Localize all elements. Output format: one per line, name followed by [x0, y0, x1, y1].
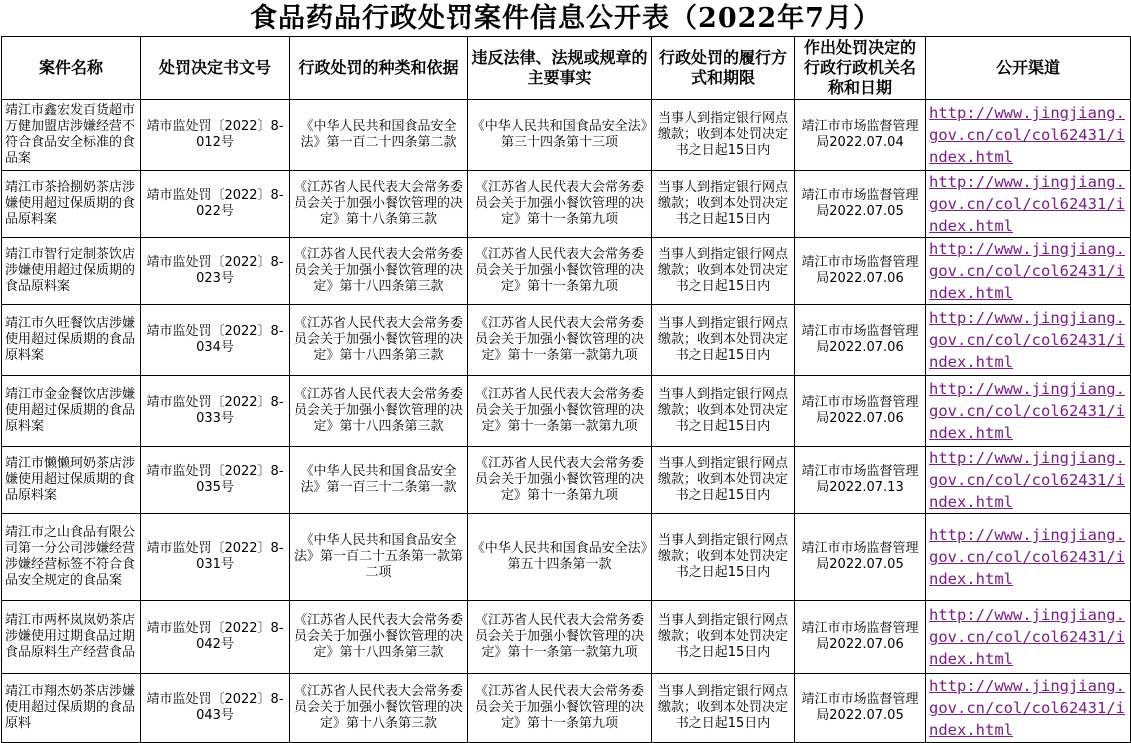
table-row	[2, 674, 1131, 743]
performance: 当事人到指定银行网点缴款；收到本处罚决定书之日起15日内	[652, 100, 795, 171]
main-facts: 《江苏省人民代表大会常务委员会关于加强小餐饮管理的决定》第十一条第九项	[468, 171, 652, 238]
performance: 当事人到指定银行网点缴款；收到本处罚决定书之日起15日内	[652, 376, 795, 447]
authority-date: 靖江市市场监督管理局2022.07.06	[795, 305, 926, 376]
header-authority-date: 作出处罚决定的行政行政机关名称和日期	[795, 37, 926, 100]
doc-number: 靖市监处罚〔2022〕8-031号	[141, 514, 290, 601]
channel-cell	[926, 447, 1131, 514]
case-name: 靖江市茶拾捌奶茶店涉嫌使用超过保质期的食品原料案	[2, 171, 141, 238]
channel-cell	[926, 305, 1131, 376]
penalty-basis: 《江苏省人民代表大会常务委员会关于加强小餐饮管理的决定》第十八四条第三款	[290, 376, 468, 447]
case-name: 靖江市智行定制茶饮店涉嫌使用超过保质期的食品原料案	[2, 238, 141, 305]
case-name: 靖江市久旺餐饮店涉嫌使用超过保质期的食品原料案	[2, 305, 141, 376]
channel-cell	[926, 514, 1131, 601]
penalty-basis: 《中华人民共和国食品安全法》第一百三十二条第一款	[290, 447, 468, 514]
doc-number: 靖市监处罚〔2022〕8-022号	[141, 171, 290, 238]
header-doc-number: 处罚决定书文号	[141, 37, 290, 100]
header-row	[2, 37, 1131, 100]
channel-cell	[926, 376, 1131, 447]
doc-number: 靖市监处罚〔2022〕8-035号	[141, 447, 290, 514]
table-row	[2, 238, 1131, 305]
channel-cell	[926, 238, 1131, 305]
authority-date: 靖江市市场监督管理局2022.07.06	[795, 376, 926, 447]
channel-link[interactable]: http://www.jingjiang.gov.cn/col/col62431/index.html	[929, 309, 1125, 371]
table-row	[2, 100, 1131, 171]
main-facts: 《江苏省人民代表大会常务委员会关于加强小餐饮管理的决定》第十一条第一款第九项	[468, 601, 652, 674]
case-name: 靖江市之山食品有限公司第一分公司涉嫌经营涉嫌经营标签不符合食品安全规定的食品案	[2, 514, 141, 601]
main-facts: 《江苏省人民代表大会常务委员会关于加强小餐饮管理的决定》第十一条第一款第九项	[468, 305, 652, 376]
doc-number: 靖市监处罚〔2022〕8-042号	[141, 601, 290, 674]
doc-number: 靖市监处罚〔2022〕8-023号	[141, 238, 290, 305]
penalty-basis: 《中华人民共和国食品安全法》第一百二十五条第一款第二项	[290, 514, 468, 601]
header-case-name: 案件名称	[2, 37, 141, 100]
channel-cell	[926, 674, 1131, 743]
doc-number: 靖市监处罚〔2022〕8-012号	[141, 100, 290, 171]
penalty-basis: 《江苏省人民代表大会常务委员会关于加强小餐饮管理的决定》第十八四条第三款	[290, 238, 468, 305]
channel-link[interactable]: http://www.jingjiang.gov.cn/col/col62431/index.html	[929, 240, 1125, 302]
channel-link[interactable]: http://www.jingjiang.gov.cn/col/col62431/index.html	[929, 677, 1125, 739]
case-name: 靖江市翔杰奶茶店涉嫌使用超过保质期的食品原料	[2, 674, 141, 743]
channel-link[interactable]: http://www.jingjiang.gov.cn/col/col62431/index.html	[929, 606, 1125, 668]
main-facts: 《江苏省人民代表大会常务委员会关于加强小餐饮管理的决定》第十一条第一款第九项	[468, 376, 652, 447]
authority-date: 靖江市市场监督管理局2022.07.06	[795, 601, 926, 674]
doc-number: 靖市监处罚〔2022〕8-043号	[141, 674, 290, 743]
table-row	[2, 601, 1131, 674]
table-row	[2, 376, 1131, 447]
case-name: 靖江市金金餐饮店涉嫌使用超过保质期的食品原料案	[2, 376, 141, 447]
page-title: 食品药品行政处罚案件信息公开表（2022年7月）	[250, 3, 881, 34]
performance: 当事人到指定银行网点缴款；收到本处罚决定书之日起15日内	[652, 514, 795, 601]
case-name: 靖江市两杯岚岚奶茶店涉嫌使用过期食品过期食品原料生产经营食品	[2, 601, 141, 674]
channel-link[interactable]: http://www.jingjiang.gov.cn/col/col62431/index.html	[929, 449, 1125, 511]
authority-date: 靖江市市场监督管理局2022.07.05	[795, 674, 926, 743]
performance: 当事人到指定银行网点缴款；收到本处罚决定书之日起15日内	[652, 447, 795, 514]
penalty-basis: 《江苏省人民代表大会常务委员会关于加强小餐饮管理的决定》第十八四条第三款	[290, 601, 468, 674]
performance: 当事人到指定银行网点缴款；收到本处罚决定书之日起15日内	[652, 171, 795, 238]
authority-date: 靖江市市场监督管理局2022.07.06	[795, 238, 926, 305]
doc-number: 靖市监处罚〔2022〕8-033号	[141, 376, 290, 447]
channel-cell	[926, 601, 1131, 674]
header-main-facts: 违反法律、法规或规章的主要事实	[468, 37, 652, 100]
case-name: 靖江市懒懒珂奶茶店涉嫌使用超过保质期的食品原料案	[2, 447, 141, 514]
doc-number: 靖市监处罚〔2022〕8-034号	[141, 305, 290, 376]
table-row	[2, 447, 1131, 514]
channel-link[interactable]: http://www.jingjiang.gov.cn/col/col62431/index.html	[929, 526, 1125, 588]
performance: 当事人到指定银行网点缴款；收到本处罚决定书之日起15日内	[652, 305, 795, 376]
main-facts: 《中华人民共和国食品安全法》第三十四条第十三项	[468, 100, 652, 171]
main-facts: 《中华人民共和国食品安全法》第五十四条第一款	[468, 514, 652, 601]
header-channel: 公开渠道	[926, 37, 1131, 100]
header-performance: 行政处罚的履行方式和期限	[652, 37, 795, 100]
performance: 当事人到指定银行网点缴款；收到本处罚决定书之日起15日内	[652, 238, 795, 305]
authority-date: 靖江市市场监督管理局2022.07.04	[795, 100, 926, 171]
table-row	[2, 171, 1131, 238]
performance: 当事人到指定银行网点缴款；收到本处罚决定书之日起15日内	[652, 601, 795, 674]
channel-link[interactable]: http://www.jingjiang.gov.cn/col/col62431/index.html	[929, 104, 1125, 166]
main-facts: 《江苏省人民代表大会常务委员会关于加强小餐饮管理的决定》第十一条第九项	[468, 447, 652, 514]
penalty-basis: 《江苏省人民代表大会常务委员会关于加强小餐饮管理的决定》第十八条第三款	[290, 674, 468, 743]
channel-link[interactable]: http://www.jingjiang.gov.cn/col/col62431/index.html	[929, 173, 1125, 235]
table-row	[2, 305, 1131, 376]
header-penalty-basis: 行政处罚的种类和依据	[290, 37, 468, 100]
authority-date: 靖江市市场监督管理局2022.07.05	[795, 514, 926, 601]
authority-date: 靖江市市场监督管理局2022.07.05	[795, 171, 926, 238]
case-name: 靖江市鑫宏发百货超市万健加盟店涉嫌经营不符合食品安全标准的食品案	[2, 100, 141, 171]
channel-link[interactable]: http://www.jingjiang.gov.cn/col/col62431/index.html	[929, 380, 1125, 442]
main-facts: 《江苏省人民代表大会常务委员会关于加强小餐饮管理的决定》第十一条第九项	[468, 238, 652, 305]
channel-cell	[926, 171, 1131, 238]
authority-date: 靖江市市场监督管理局2022.07.13	[795, 447, 926, 514]
penalty-basis: 《江苏省人民代表大会常务委员会关于加强小餐饮管理的决定》第十八四条第三款	[290, 305, 468, 376]
main-facts: 《江苏省人民代表大会常务委员会关于加强小餐饮管理的决定》第十一条第九项	[468, 674, 652, 743]
penalty-basis: 《江苏省人民代表大会常务委员会关于加强小餐饮管理的决定》第十八条第三款	[290, 171, 468, 238]
performance: 当事人到指定银行网点缴款；收到本处罚决定书之日起15日内	[652, 674, 795, 743]
table-row	[2, 514, 1131, 601]
channel-cell	[926, 100, 1131, 171]
penalty-basis: 《中华人民共和国食品安全法》第一百二十四条第二款	[290, 100, 468, 171]
penalty-table	[1, 36, 1131, 743]
